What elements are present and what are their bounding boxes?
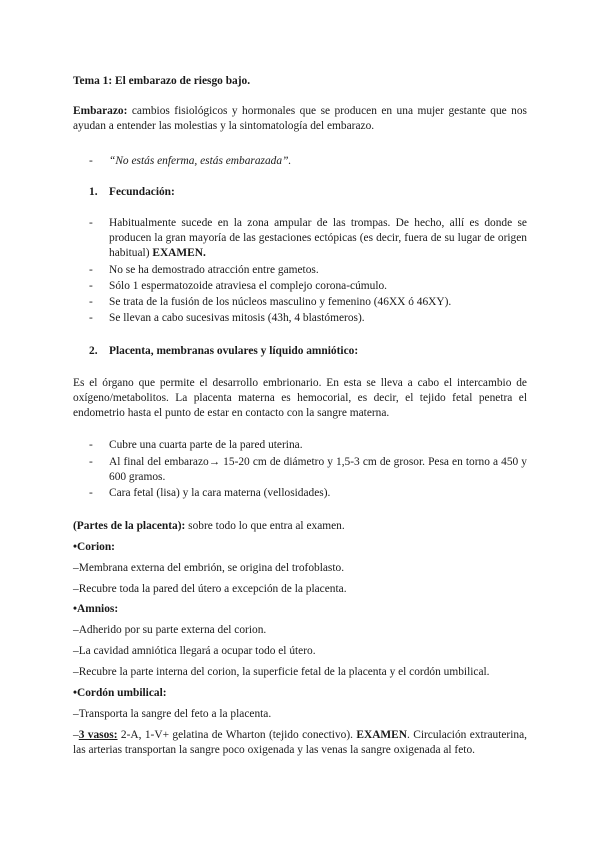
list-item: Se llevan a cabo sucesivas mitosis (43h, 4 blastómeros).: [109, 312, 365, 324]
list-item: Cubre una cuarta parte de la pared uterina.: [109, 439, 303, 451]
cordon-dash: –: [73, 729, 79, 741]
corion-line: –Membrana externa del embrión, se origina del trofoblasto.: [73, 562, 345, 574]
list-item: Cara fetal (lisa) y la cara materna (vellosidades).: [109, 487, 331, 499]
list-item-text: Habitualmente sucede en la zona ampular de las trompas. De hecho, allí es donde se producen la gran mayoría de las gestaciones ectópicas (es decir, fuera de su lugar de origen habitual): [109, 217, 527, 260]
parts-intro: [73, 519, 527, 534]
list-item: Al final del embarazo→ 15-20 cm de diámetro y 1,5-3 cm de grosor. Pesa en torno a 450 y 600 gramos.: [109, 456, 527, 484]
corion-heading: •Corion:: [73, 541, 115, 553]
section2-paragraph: Es el órgano que permite el desarrollo embrionario. En esta se lleva a cabo el intercambio de oxígeno/metabolitos. La placenta materna es hemocorial, es decir, el tejido fetal penetra el endometrio hasta el punto de estar en contacto con la sangre materna.: [73, 377, 527, 420]
quote-text: “No estás enferma, estás embarazada”.: [109, 155, 292, 167]
bullet-dash: -: [89, 439, 93, 451]
intro-paragraph: [73, 104, 527, 134]
cordon-vasos-paragraph: [73, 728, 527, 758]
amnios-line: –La cavidad amniótica llegará a ocupar todo el útero.: [73, 645, 316, 657]
list-item-bold: EXAMEN.: [152, 247, 206, 260]
section2-number: 2.: [89, 345, 98, 357]
bullet-dash: -: [89, 312, 93, 324]
parts-label: (Partes de la placenta):: [73, 520, 186, 532]
section2-heading: Placenta, membranas ovulares y líquido amniótico:: [109, 345, 359, 357]
list-item: No se ha demostrado atracción entre gametos.: [109, 264, 319, 276]
bullet-dash: -: [89, 217, 93, 229]
parts-text: sobre todo lo que entra al examen.: [185, 520, 345, 532]
vasos-rest: . Circulación extrauterina, las arterias transportan la sangre poco oxigenada y las venas la sangre oxigenada al feto.: [73, 729, 527, 757]
amnios-line: –Adherido por su parte externa del corion.: [73, 624, 267, 636]
bullet-dash: -: [89, 487, 93, 499]
list-item: [109, 216, 527, 262]
section1-number: 1.: [89, 186, 98, 198]
bullet-dash: -: [89, 155, 93, 167]
cordon-line: –Transporta la sangre del feto a la placenta.: [73, 708, 272, 720]
bullet-dash: -: [89, 264, 93, 276]
vasos-examen: EXAMEN: [356, 729, 407, 741]
bullet-dash: -: [89, 456, 93, 468]
list-item: Sólo 1 espermatozoide atraviesa el complejo corona-cúmulo.: [109, 280, 388, 292]
bullet-dash: -: [89, 280, 93, 292]
intro-term: Embarazo:: [73, 105, 128, 117]
bullet-dash: -: [89, 296, 93, 308]
vasos-text: 2-A, 1-V+ gelatina de Wharton (tejido conectivo).: [117, 729, 357, 741]
section1-heading: Fecundación:: [109, 186, 175, 198]
intro-text: cambios fisiológicos y hormonales que se producen en una mujer gestante que nos ayudan a entender las molestias y la sintomatología del embarazo.: [73, 105, 527, 133]
amnios-line: –Recubre la parte interna del corion, la superficie fetal de la placenta y el cordón umbilical.: [73, 666, 490, 678]
list-item: Se trata de la fusión de los núcleos masculino y femenino (46XX ó 46XY).: [109, 296, 452, 308]
vasos-label: 3 vasos:: [78, 729, 118, 741]
cordon-heading: •Cordón umbilical:: [73, 687, 167, 699]
amnios-heading: •Amnios:: [73, 603, 119, 615]
page-title: Tema 1: El embarazo de riesgo bajo.: [73, 75, 251, 87]
corion-line: –Recubre toda la pared del útero a excepción de la placenta.: [73, 583, 347, 595]
